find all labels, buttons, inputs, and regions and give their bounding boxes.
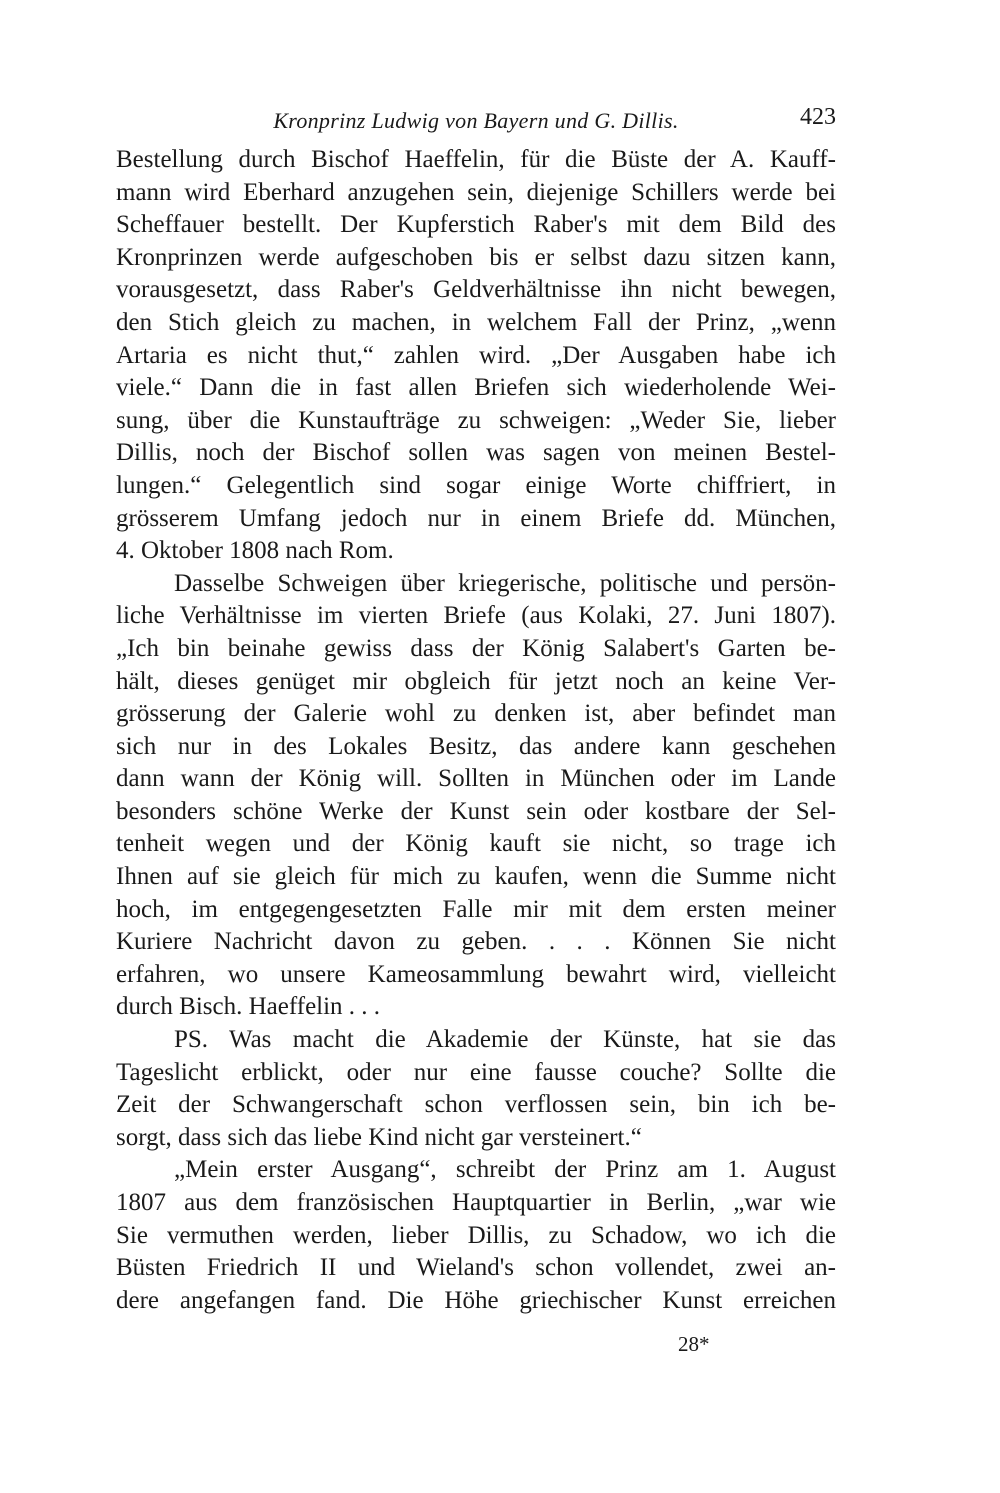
text-line: 4. Oktober 1808 nach Rom. [116, 537, 394, 565]
text-line: sung, über die Kunstaufträge zu schweigen: „Weder Sie, lieber [116, 406, 836, 434]
text-line: grösserung der Galerie wohl zu denken ist, aber befindet man [116, 700, 836, 728]
text-line: Dasselbe Schweigen über kriegerische, politische und persön- [174, 569, 836, 597]
text-line: lungen.“ Gelegentlich sind sogar einige Worte chiffriert, in [116, 471, 836, 499]
text-line: sorgt, dass sich das liebe Kind nicht gar versteinert.“ [116, 1123, 642, 1151]
text-line: Büsten Friedrich II und Wieland's schon vollendet, zwei an- [116, 1254, 836, 1282]
text-line: Kuriere Nachricht davon zu geben. . . . Können Sie nicht [116, 928, 836, 956]
text-line: erfahren, wo unsere Kameosammlung bewahrt wird, vielleicht [116, 960, 836, 988]
text-line: durch Bisch. Haeffelin . . . [116, 993, 381, 1021]
signature-mark: 28* [678, 1332, 710, 1356]
text-line: Zeit der Schwangerschaft schon verflossen sein, bin ich be- [116, 1091, 836, 1119]
running-title: Kronprinz Ludwig von Bayern und G. Dillis. [273, 108, 679, 133]
text-line: Bestellung durch Bischof Haeffelin, für die Büste der A. Kauff- [116, 146, 836, 173]
text-line: dann wann der König will. Sollten in München oder im Lande [116, 765, 836, 793]
text-line: Dillis, noch der Bischof sollen was sagen von meinen Bestel- [116, 439, 836, 467]
text-line: „Mein erster Ausgang“, schreibt der Prinz am 1. August [174, 1156, 836, 1184]
page-header [116, 100, 836, 144]
text-line: 1807 aus dem französischen Hauptquartier in Berlin, „war wie [116, 1189, 836, 1216]
text-line: Scheffauer bestellt. Der Kupferstich Raber's mit dem Bild des [116, 211, 836, 239]
text-line: Tageslicht erblickt, oder nur eine fausse couche? Sollte die [116, 1058, 836, 1086]
text-line: hoch, im entgegengesetzten Falle mir mit dem ersten meiner [116, 895, 836, 923]
text-line: Kronprinzen werde aufgeschoben bis er selbst dazu sitzen kann, [116, 243, 836, 271]
text-line: besonders schöne Werke der Kunst sein oder kostbare der Sel- [116, 797, 836, 825]
body-text [116, 144, 836, 1317]
page-number: 423 [800, 104, 836, 130]
document-page [116, 100, 836, 1317]
text-line: den Stich gleich zu machen, in welchem Fall der Prinz, „wenn [116, 308, 836, 336]
text-line: vorausgesetzt, dass Raber's Geldverhältnisse ihn nicht bewegen, [116, 276, 836, 304]
text-line: Artaria es nicht thut,“ zahlen wird. „Der Ausgaben habe ich [116, 341, 836, 369]
text-line: mann wird Eberhard anzugehen sein, diejenige Schillers werde bei [116, 178, 836, 206]
text-line: grösserem Umfang jedoch nur in einem Briefe dd. München, [116, 504, 836, 532]
text-line: liche Verhältnisse im vierten Briefe (aus Kolaki, 27. Juni 1807). [116, 602, 836, 630]
text-line: viele.“ Dann die in fast allen Briefen sich wiederholende Wei- [116, 374, 836, 402]
text-line: Sie vermuthen werden, lieber Dillis, zu Schadow, wo ich die [116, 1221, 836, 1249]
text-line: hält, dieses genüget mir obgleich für jetzt noch an keine Ver- [116, 667, 836, 695]
text-line: Ihnen auf sie gleich für mich zu kaufen, wenn die Summe nicht [116, 863, 836, 891]
text-line: „Ich bin beinahe gewiss dass der König Salabert's Garten be- [116, 634, 836, 662]
text-line: PS. Was macht die Akademie der Künste, hat sie das [174, 1026, 836, 1054]
text-line: sich nur in des Lokales Besitz, das andere kann geschehen [116, 732, 836, 760]
text-line: tenheit wegen und der König kauft sie nicht, so trage ich [116, 830, 836, 858]
text-line: dere angefangen fand. Die Höhe griechischer Kunst erreichen [116, 1286, 836, 1314]
